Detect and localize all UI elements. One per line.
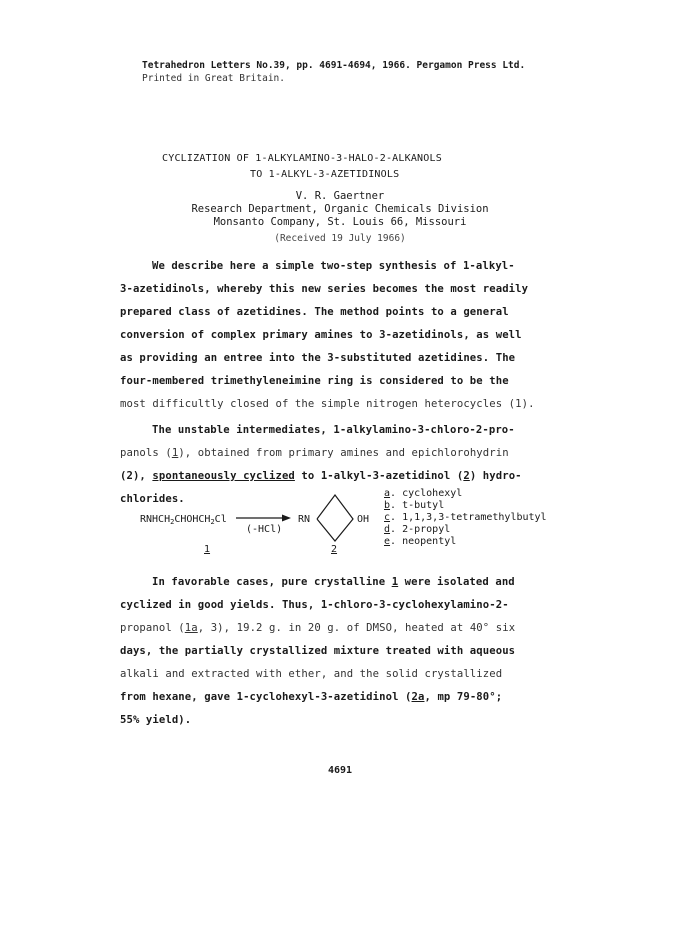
substituent-b: b. t-butyl — [384, 500, 445, 511]
printed-note: Printed in Great Britain. — [142, 73, 285, 84]
substituent-e: e. neopentyl — [384, 536, 457, 547]
para2-text-a: panols ( — [120, 447, 172, 459]
substituent-name-a: cyclohexyl — [402, 488, 463, 499]
para3-text-a: In favorable cases, pure crystalline — [152, 576, 392, 588]
para1-line-4: conversion of complex primary amines to 3-azetidinols, as well — [120, 329, 522, 341]
para2-line-2 — [120, 447, 509, 459]
affiliation-line-1: Research Department, Organic Chemicals Division — [191, 203, 489, 215]
spontaneously-cyclized: spontaneously cyclized — [152, 470, 295, 482]
reactant-sub-1: 2 — [170, 518, 175, 526]
page-number: 4691 — [327, 765, 353, 776]
substituent-d: d. 2-propyl — [384, 524, 451, 535]
substituent-key-d: d — [384, 524, 391, 535]
label-compound-1: 1 — [204, 544, 211, 555]
para3-text-mp: , mp 79-80°; — [424, 691, 503, 703]
title-line-2: TO 1-ALKYL-3-AZETIDINOLS — [250, 169, 400, 180]
reaction-condition: (-HCl) — [246, 524, 283, 535]
received-date: (Received 19 July 1966) — [274, 233, 406, 244]
para3-line-2: cyclized in good yields. Thus, 1-chloro-3-cyclohexylamino-2- — [120, 599, 509, 611]
para2-line-3 — [120, 470, 522, 482]
reaction-arrow — [236, 510, 292, 524]
compound-ref-1: 1 — [171, 447, 179, 459]
para1-line-3: prepared class of azetidines. The method points to a general — [120, 306, 509, 318]
journal-citation: Tetrahedron Letters No.39, pp. 4691-4694, 1966. Pergamon Press Ltd. — [142, 60, 526, 71]
substituent-name-d: 2-propyl — [402, 524, 451, 535]
para1-line-6: four-membered trimethyleneimine ring is considered to be the — [120, 375, 509, 387]
substituent-key-a: a — [384, 488, 391, 499]
para3-text-hexane: from hexane, gave 1-cyclohexyl-3-azetidinol ( — [120, 691, 412, 703]
compound-ref-1-again: 1 — [391, 576, 399, 588]
para3-line-6 — [120, 691, 502, 703]
reactant-sub-2: 2 — [210, 518, 215, 526]
substituent-key-c: c — [384, 512, 391, 523]
substituent-name-c: 1,1,3,3-tetramethylbutyl — [402, 512, 547, 523]
para2-ref-2: (2), — [120, 470, 153, 482]
substituent-key-e: e — [384, 536, 391, 547]
para3-text-c: were isolated and — [398, 576, 515, 588]
affiliation-line-2: Monsanto Company, St. Louis 66, Missouri — [213, 216, 467, 228]
para2-line-4: chlorides. — [120, 493, 185, 505]
reactant-formula — [140, 514, 227, 526]
substituent-a: a. cyclohexyl — [384, 488, 463, 499]
reactant-part-b: CHOHCH — [174, 514, 211, 525]
para1-line-2: 3-azetidinols, whereby this new series becomes the most readily — [120, 283, 529, 295]
substituent-c: c. 1,1,3,3-tetramethylbutyl — [384, 512, 547, 523]
para3-line-4: days, the partially crystallized mixture treated with aqueous — [120, 645, 516, 657]
reactant-part-a: RNHCH — [140, 514, 171, 525]
para3-line-5: alkali and extracted with ether, and the solid crystallized — [120, 668, 503, 680]
para1-line-1: We describe here a simple two-step synthesis of 1-alkyl- — [152, 260, 515, 272]
para3-line-3 — [120, 622, 515, 634]
author-name: V. R. Gaertner — [295, 190, 385, 202]
para3-line-7: 55% yield). — [120, 714, 192, 726]
reactant-part-c: Cl — [214, 514, 227, 525]
label-compound-2: 2 — [331, 544, 338, 555]
para2-text-d: to 1-alkyl-3-azetidinol ( — [294, 470, 464, 482]
para1-line-5: as providing an entree into the 3-substituted azetidines. The — [120, 352, 516, 364]
para2-line-1: The unstable intermediates, 1-alkylamino-3-chloro-2-pro- — [152, 424, 515, 436]
compound-ref-2: 2 — [463, 470, 470, 482]
product-rn: RN — [298, 514, 311, 525]
substituent-key-b: b — [384, 500, 391, 511]
para2-text-c: ), obtained from primary amines and epichlorohydrin — [178, 447, 509, 459]
para3-text-propanol: propanol ( — [120, 622, 185, 634]
para3-line-1 — [152, 576, 515, 588]
title-line-1: CYCLIZATION OF 1-ALKYLAMINO-3-HALO-2-ALKANOLS — [162, 153, 442, 164]
compound-ref-2a: 2a — [411, 691, 425, 703]
para3-text-conditions: , 3), 19.2 g. in 20 g. of DMSO, heated at 40° six — [197, 622, 516, 634]
azetidine-ring — [314, 492, 356, 544]
para1-line-7: most difficultly closed of the simple nitrogen heterocycles (1). — [120, 398, 535, 410]
substituent-name-e: neopentyl — [402, 536, 457, 547]
substituent-name-b: t-butyl — [402, 500, 445, 511]
compound-ref-1a: 1a — [184, 622, 198, 634]
product-oh: OH — [357, 514, 370, 525]
para2-text-e: ) hydro- — [469, 470, 522, 482]
